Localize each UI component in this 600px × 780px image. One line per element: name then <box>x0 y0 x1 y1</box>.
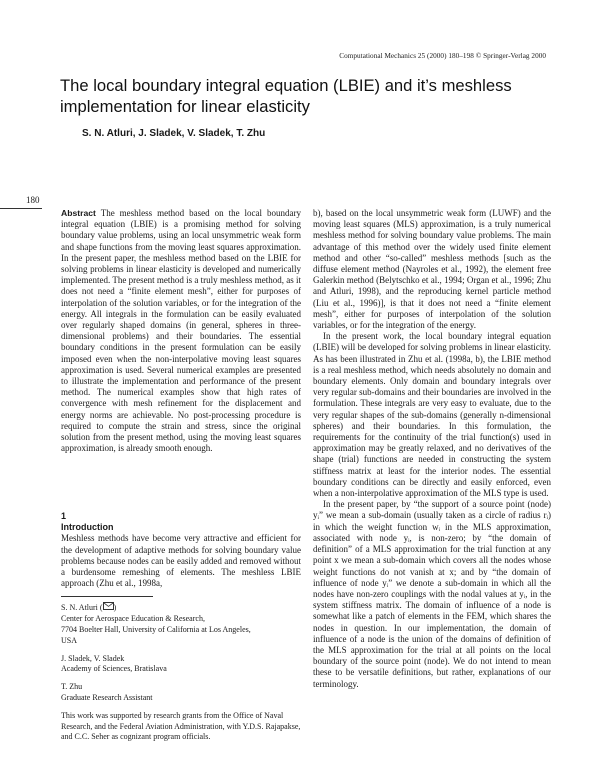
footnotes <box>61 602 301 743</box>
intro-paragraph: Meshless methods have become very attractive and efficient for the development of adaptive methods for solving boundary value problems because nodes can be easily added and removed without a burdensome remeshing of elements. The meshless LBIE approach (Zhu et al., 1998a, <box>61 533 301 589</box>
footnote-sladek-affil: Academy of Sciences, Bratislava <box>61 664 167 674</box>
footnote-atluri-affil-3: USA <box>61 635 78 645</box>
envelope-icon <box>103 602 114 610</box>
right-paragraph-3: In the present paper, by “the support of a source point (node) yᵢ” we mean a sub-domain (usually taken as a circle of radius rᵢ) in which the weight function wᵢ in the MLS approximation, associated with node yᵢ, is non-zero; by “the domain of definition” of a MLS approximation for the trial function at any point x we mean a sub-domain which covers all the nodes whose weight functions do not vanish at x; and by “the domain of influence of node yᵢ” we denote a sub-domain in which all the nodes have non-zero couplings with the nodal values at yᵢ, in the system stiffness matrix. The domain of influence of a node is somewhat like a patch of elements in the FEM, which shares the nodes in question. In our implementation, the domain of influence of a node is the union of the domains of definition of the MLS approximation for the trial at all points on the local boundary of the source point (node). We do not intend to mean these to be versatile definitions, but rather, explanations of our terminology. <box>313 499 551 689</box>
footnote-atluri-name-line: S. N. Atluri ( ) <box>61 603 117 613</box>
footnote-sladek <box>61 654 301 676</box>
page-number: 180 <box>26 195 40 205</box>
footnote-atluri <box>61 602 301 646</box>
section-title: Introduction <box>61 522 114 533</box>
page-number-rule <box>0 208 42 209</box>
author-list: S. N. Atluri, J. Sladek, V. Sladek, T. Zhu <box>82 128 266 139</box>
right-paragraph-1: b), based on the local unsymmetric weak form (LUWF) and the moving least squares (MLS) approximation, is a truly numerical meshless method for solving boundary value problems. The main advantage of this method over the widely used finite element method and other “so-called” meshless methods [such as the diffuse element method (Nayroles et al., 1992), the element free Galerkin method (Belytschko et al., 1994; Organ et al., 1996; Zhu and Atluri, 1998), and the reproducing kernel particle method (Liu et al., 1996)], is that it does not need a “finite element mesh”, either for purposes of interpolation of the solution variables, or for the integration of the energy. <box>313 208 551 331</box>
footnote-support: This work was supported by research grants from the Office of Naval Research, and the Federal Aviation Administration, with Y.D.S. Rajapakse, and C.C. Seher as cognizant program officials. <box>61 710 301 742</box>
journal-citation: Computational Mechanics 25 (2000) 180–198 © Springer-Verlag 2000 <box>339 52 546 60</box>
footnote-atluri-affil-1: Center for Aerospace Education & Research, <box>61 614 205 624</box>
section-number: 1 <box>61 511 67 522</box>
paper-title: The local boundary integral equation (LBIE) and it’s meshless implementation for linear elasticity <box>60 76 512 116</box>
right-paragraph-2: In the present work, the local boundary integral equation (LBIE) will be developed for solving problems in linear elasticity. As has been illustrated in Zhu et al. (1998a, b), the LBIE method is a real meshless method, which needs absolutely no domain and boundary elements. Only domain and boundary integrals over very regular sub-domains and their boundaries are involved in the formulation. These integrals are very easy to evaluate, due to the very regular shapes of the sub-domains (generally n-dimensional spheres) and their boundaries. In this formulation, the requirements for the continuity of the trial function(s) used in approximation may be greatly relaxed, and no derivatives of the shape (trial) functions are needed in constructing the system stiffness matrix at least for the interior nodes. The essential boundary conditions can be directly and easily enforced, even when a non-interpolative approximation of the MLS type is used. <box>313 331 551 499</box>
footnote-zhu <box>61 682 301 704</box>
right-column <box>313 208 551 690</box>
left-column <box>61 208 301 743</box>
abstract-text: The meshless method based on the local boundary integral equation (LBIE) is a promising method for solving boundary value problems, using an local unsymmetric weak form and shape functions from the moving least squares approximation. In the present paper, the meshless method based on the LBIE for solving problems in linear elasticity is developed and numerically implemented. The present method is a truly meshless method, as it does not need a “finite element mesh”, either for purposes of interpolation of the solution variables, or for the integration of the energy. All integrals in the formulation can be easily evaluated over regularly shaped domains (in general, spheres in three-dimensional problems) and their boundaries. The essential boundary conditions in the present formulation can be easily imposed even when the non-interpolative moving least squares approximation is used. Several numerical examples are presented to illustrate the implementation and performance of the present method. The numerical examples show that high rates of convergence with mesh refinement for the displacement and energy norms are achievable. No post-processing procedure is required to compute the strain and stress, since the original solution from the present method, using the moving least squares approximation, is already smooth enough. <box>61 208 301 454</box>
abstract <box>61 208 301 454</box>
footnote-sladek-names: J. Sladek, V. Sladek <box>61 653 125 663</box>
footnote-atluri-affil-2: 7704 Boelter Hall, University of California at Los Angeles, <box>61 625 251 635</box>
footnote-zhu-name: T. Zhu <box>61 682 83 692</box>
footnote-zhu-affil: Graduate Research Assistant <box>61 693 153 703</box>
footnote-rule <box>61 596 153 597</box>
abstract-label: Abstract <box>61 208 96 218</box>
footnote-atluri-name: S. N. Atluri <box>61 603 98 613</box>
